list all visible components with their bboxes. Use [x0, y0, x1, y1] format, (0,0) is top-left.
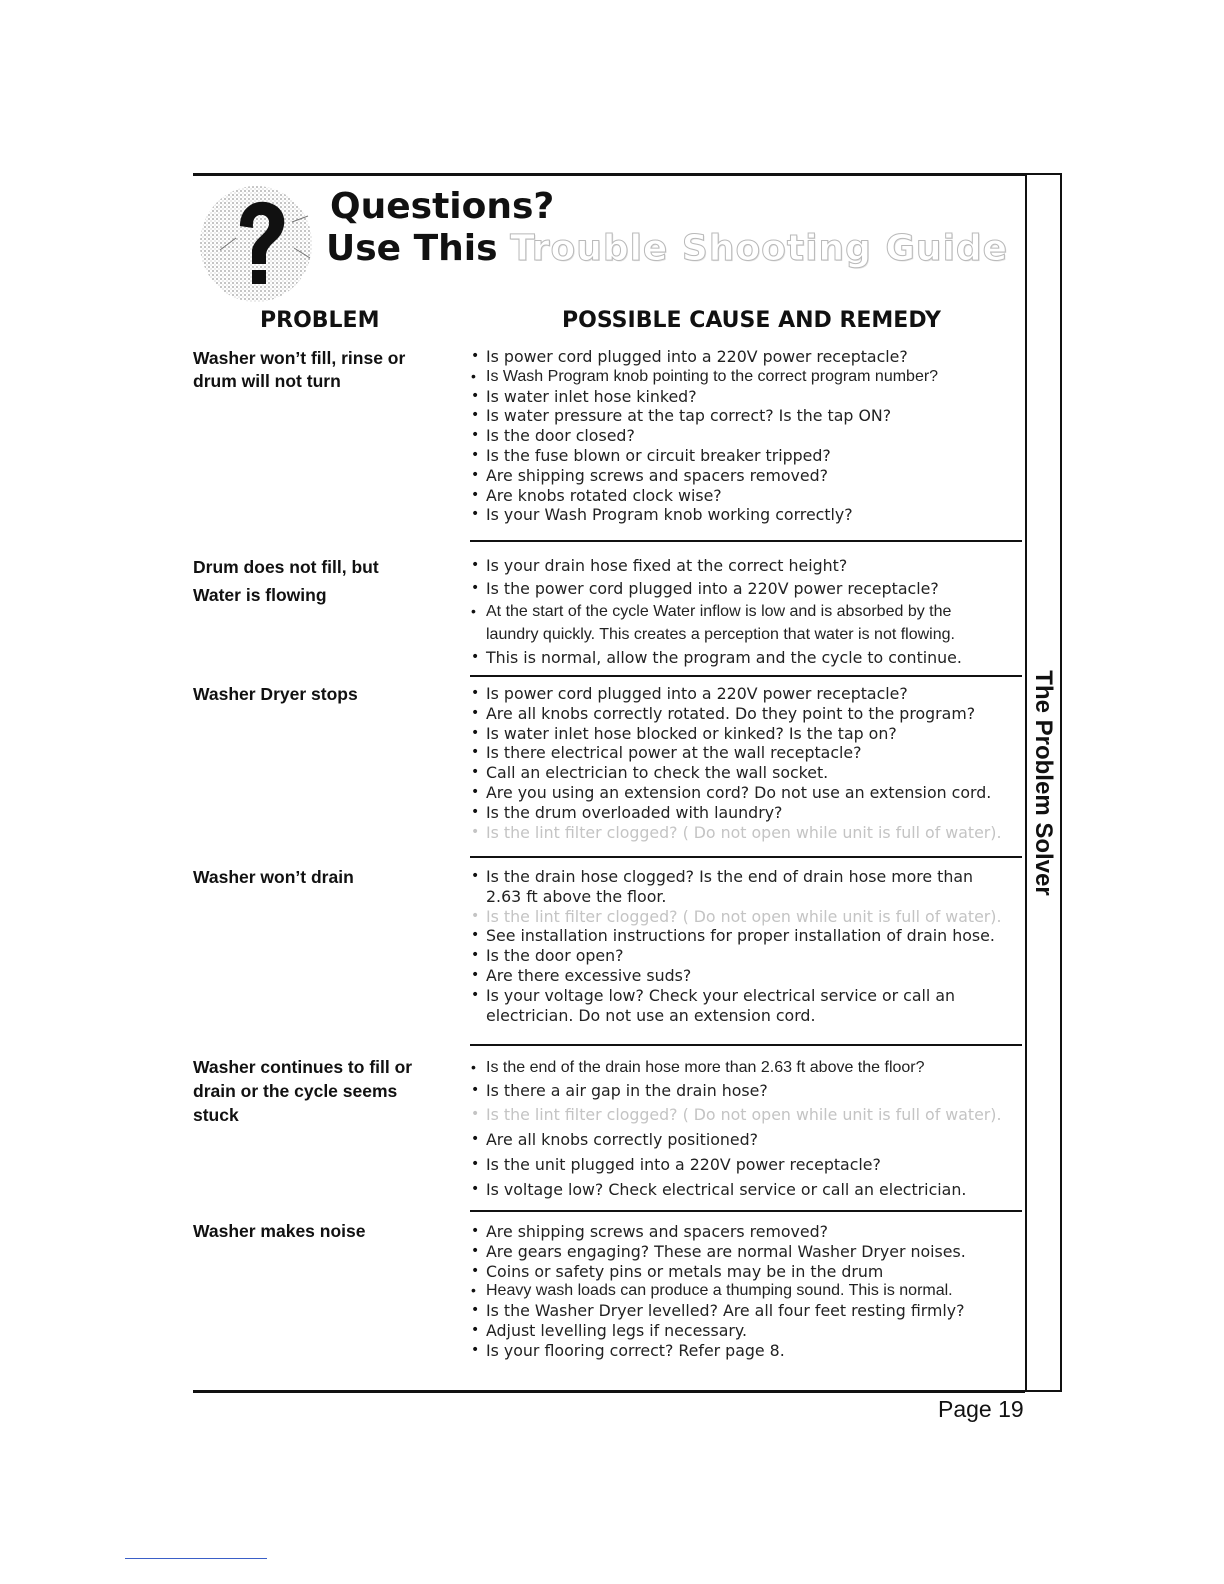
problem-line: Water is flowing [193, 585, 327, 605]
remedy-item: • Is the power cord plugged into a 220V power receptacle? [470, 577, 1018, 600]
problem-line: Washer Dryer stops [193, 684, 358, 704]
section-divider [470, 675, 1022, 677]
remedy-item: • This is normal, allow the program and the cycle to continue. [470, 646, 1018, 669]
remedy-item: • Coins or safety pins or metals may be in the drum [470, 1262, 1018, 1282]
problem-label [193, 553, 448, 609]
remedy-item: • Is your flooring correct? Refer page 8. [470, 1341, 1018, 1361]
column-header-cause: POSSIBLE CAUSE AND REMEDY [562, 308, 941, 333]
problem-label [193, 1220, 448, 1243]
section-divider [470, 540, 1022, 542]
column-header-problem: PROBLEM [260, 308, 380, 333]
remedy-item: • Are there excessive suds? [470, 966, 1018, 986]
remedy-item: • Is the drain hose clogged? Is the end of drain hose more than [470, 867, 1018, 887]
title-use-this [326, 228, 1008, 269]
problem-line: drum will not turn [193, 371, 341, 391]
problem-label [193, 347, 448, 393]
remedy-item: • Is the door closed? [470, 426, 1018, 446]
remedy-item: • Is the Washer Dryer levelled? Are all four feet resting firmly? [470, 1301, 1018, 1321]
remedy-item: • Are all knobs correctly positioned? [470, 1127, 1018, 1152]
remedy-item: • Is Wash Program knob pointing to the correct program number? [470, 367, 1018, 387]
remedy-item-continued: 2.63 ft above the floor. [486, 886, 667, 906]
remedy-item: • Are gears engaging? These are normal Washer Dryer noises. [470, 1242, 1018, 1262]
section-divider [470, 856, 1022, 858]
remedy-item: • Is water pressure at the tap correct? Is the tap ON? [470, 406, 1018, 426]
problem-line: Washer won’t fill, rinse or [193, 348, 406, 368]
remedy-item: • Is the fuse blown or circuit breaker tripped? [470, 446, 1018, 466]
remedy-item: • Are knobs rotated clock wise? [470, 486, 1018, 506]
remedy-item: • Is your voltage low? Check your electrical service or call an [470, 986, 1018, 1006]
page-number: Page 19 [938, 1396, 1024, 1422]
remedy-item: • Is the end of the drain hose more than 2.63 ft above the floor? [470, 1056, 1018, 1079]
remedy-item: • Is your drain hose fixed at the correct height? [470, 554, 1018, 577]
title-use-this-bold: Use This [326, 228, 498, 269]
remedy-item: • Call an electrician to check the wall socket. [470, 763, 1018, 783]
top-rule [193, 173, 1025, 176]
remedy-list [470, 867, 1018, 1025]
remedy-item: • Is water inlet hose blocked or kinked? Is the tap on? [470, 724, 1018, 744]
remedy-item: • Adjust levelling legs if necessary. [470, 1321, 1018, 1341]
remedy-item: • Is the unit plugged into a 220V power receptacle? [470, 1152, 1018, 1177]
title-trouble-shooting-guide: Trouble Shooting Guide [510, 228, 1009, 269]
remedy-item: • Is there electrical power at the wall receptacle? [470, 743, 1018, 763]
remedy-item: • Is the lint filter clogged? ( Do not open while unit is full of water). [470, 907, 1018, 927]
footer-underline [125, 1558, 267, 1559]
remedy-item: • Heavy wash loads can produce a thumping sound. This is normal. [470, 1281, 1018, 1301]
remedy-list [470, 554, 1018, 669]
remedy-list [470, 1222, 1018, 1361]
problem-line: Washer makes noise [193, 1221, 366, 1241]
remedy-item: • Are shipping screws and spacers removed? [470, 1222, 1018, 1242]
remedy-item: • Is power cord plugged into a 220V power receptacle? [470, 347, 1018, 367]
remedy-item: • Are you using an extension cord? Do not use an extension cord. [470, 783, 1018, 803]
remedy-item: • Is power cord plugged into a 220V power receptacle? [470, 684, 1018, 704]
remedy-item: • Is the door open? [470, 946, 1018, 966]
remedy-item: • Is the lint filter clogged? ( Do not open while unit is full of water). [470, 823, 1018, 843]
remedy-list [470, 684, 1018, 842]
remedy-item-continued: electrician. Do not use an extension cord. [486, 1005, 816, 1025]
question-mark-icon [196, 178, 328, 306]
remedy-list [470, 1056, 1018, 1202]
remedy-item: • At the start of the cycle Water inflow is low and is absorbed by the [470, 600, 1018, 623]
remedy-item: • Are shipping screws and spacers removed? [470, 466, 1018, 486]
remedy-item-continued: laundry quickly. This creates a perception that water is not flowing. [486, 626, 955, 643]
problem-label [193, 683, 448, 706]
remedy-list [470, 347, 1018, 525]
problem-line: stuck [193, 1105, 239, 1125]
remedy-item: • Is the lint filter clogged? ( Do not open while unit is full of water). [470, 1102, 1018, 1127]
remedy-item: • Is the drum overloaded with laundry? [470, 803, 1018, 823]
remedy-item: • See installation instructions for proper installation of drain hose. [470, 926, 1018, 946]
remedy-item: • Are all knobs correctly rotated. Do they point to the program? [470, 704, 1018, 724]
remedy-item: • Is voltage low? Check electrical service or call an electrician. [470, 1177, 1018, 1202]
problem-label [193, 1055, 448, 1127]
problem-line: drain or the cycle seems [193, 1081, 398, 1101]
side-tab-label: The Problem Solver [1030, 670, 1057, 896]
section-divider [470, 1044, 1022, 1046]
remedy-item: • Is your Wash Program knob working correctly? [470, 505, 1018, 525]
remedy-item: • Is there a air gap in the drain hose? [470, 1079, 1018, 1102]
problem-line: Drum does not fill, but [193, 557, 379, 577]
bottom-rule [193, 1390, 1025, 1393]
problem-line: Washer won’t drain [193, 867, 354, 887]
problem-label [193, 866, 448, 889]
title-questions: Questions? [330, 186, 555, 227]
section-divider [470, 1210, 1022, 1212]
remedy-item: • Is water inlet hose kinked? [470, 387, 1018, 407]
problem-line: Washer continues to fill or [193, 1057, 413, 1077]
